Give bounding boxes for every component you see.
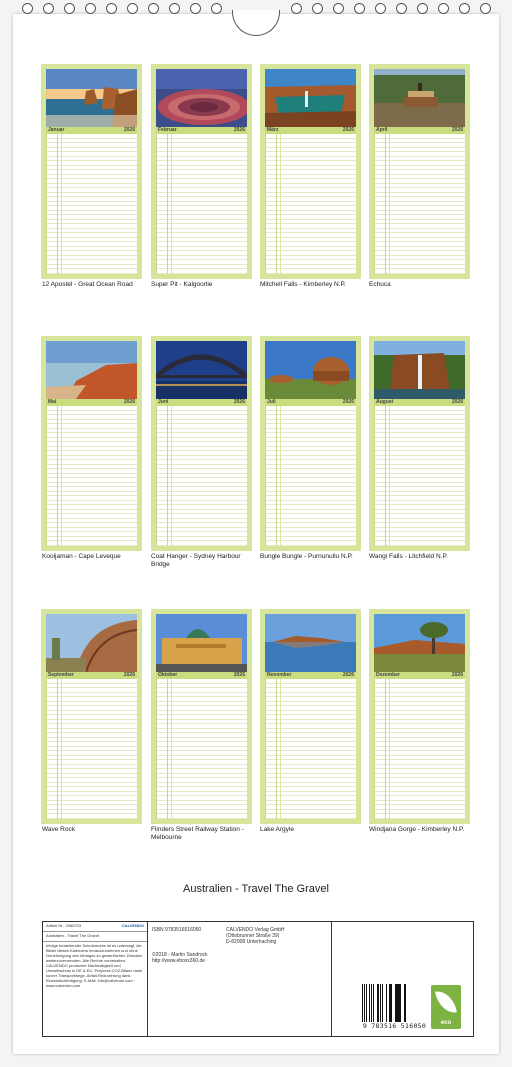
binding-ring: [64, 3, 75, 14]
month-header: [265, 672, 356, 679]
month-card-november: [260, 609, 361, 824]
photo-caption: Bungle Bungle - Purnunullu N.P.: [260, 553, 353, 560]
month-photo: [374, 614, 465, 672]
calvendo-logo: CALVENDO: [121, 923, 144, 928]
binding-ring: [354, 3, 365, 14]
month-card-juli: [260, 336, 361, 551]
photo-caption: Super Pit - Kalgoorlie: [151, 281, 213, 288]
barcode-number: 9 783516 516050: [362, 1022, 427, 1030]
binding-ring: [396, 3, 407, 14]
binding-ring: [480, 3, 491, 14]
month-photo: [374, 69, 465, 127]
month-card-oktober: [151, 609, 252, 824]
month-year: 2026: [123, 672, 135, 678]
month-year: 2026: [233, 399, 245, 405]
binding-ring: [43, 3, 54, 14]
month-header: [374, 399, 465, 406]
binding-ring: [333, 3, 344, 14]
publisher-street: (Ottobrunner Straße 39): [226, 933, 280, 939]
day-grid: [46, 134, 137, 274]
barcode-bar: [406, 984, 407, 1022]
month-name: Juli: [267, 399, 276, 405]
leaf-icon: [435, 989, 457, 1016]
month-header: [156, 127, 247, 134]
day-grid: [374, 134, 465, 274]
day-grid: [265, 134, 356, 274]
month-photo: [265, 69, 356, 127]
month-year: 2026: [123, 399, 135, 405]
month-name: Februar: [158, 127, 177, 133]
month-year: 2026: [123, 127, 135, 133]
month-name: Oktober: [158, 672, 178, 678]
day-grid: [156, 134, 247, 274]
eco-badge: [431, 985, 461, 1029]
month-year: 2026: [233, 127, 245, 133]
photo-caption: 12 Apostel - Great Ocean Road: [42, 281, 133, 288]
month-year: 2026: [342, 672, 354, 678]
month-header: [46, 672, 137, 679]
publisher-city: D-82008 Unterhaching: [226, 939, 277, 945]
photo-caption: Echuca: [369, 281, 391, 288]
binding-ring: [169, 3, 180, 14]
binding-ring: [190, 3, 201, 14]
month-photo: [156, 341, 247, 399]
month-card-april: [369, 64, 470, 279]
barcode-bars: [362, 984, 427, 1022]
month-card-februar: [151, 64, 252, 279]
binding-ring: [127, 3, 138, 14]
article-number: Artikel Nr.: 2086703: [46, 923, 82, 928]
day-grid: [156, 679, 247, 819]
photo-caption: Coat Hanger - Sydney Harbour Bridge: [151, 553, 241, 568]
month-name: August: [376, 399, 394, 405]
day-grid: [374, 406, 465, 546]
month-header: [156, 399, 247, 406]
month-header: [374, 672, 465, 679]
photo-caption: Windjana Gorge - Kimberley N.P.: [369, 826, 465, 833]
binding-ring: [459, 3, 470, 14]
month-year: 2026: [342, 399, 354, 405]
month-card-august: [369, 336, 470, 551]
month-photo: [46, 69, 137, 127]
month-name: Dezember: [376, 672, 400, 678]
month-card-mai: [41, 336, 142, 551]
day-grid: [265, 406, 356, 546]
month-card-maerz: [260, 64, 361, 279]
publisher-name: CALVENDO Verlag GmbH: [226, 927, 285, 933]
month-card-dezember: [369, 609, 470, 824]
day-grid: [374, 679, 465, 819]
author-url: http://www.eboxx360.de: [152, 958, 206, 964]
day-grid: [46, 406, 137, 546]
binding-ring: [375, 3, 386, 14]
binding-ring: [106, 3, 117, 14]
photo-caption: Mitchell Falls - Kimberley N.P.: [260, 281, 346, 288]
month-photo: [46, 341, 137, 399]
photo-caption: Flinders Street Railway Station - Melbourne: [151, 826, 244, 841]
month-photo: [374, 341, 465, 399]
barcode: [362, 984, 427, 1028]
month-header: [156, 672, 247, 679]
binding-ring: [211, 3, 222, 14]
month-name: November: [267, 672, 292, 678]
imprint-product: Australien - Travel The Gravel: [43, 932, 147, 942]
month-header: [46, 127, 137, 134]
calendar-title: Australien - Travel The Gravel: [183, 883, 329, 895]
month-card-juni: [151, 336, 252, 551]
month-name: Januar: [48, 127, 65, 133]
isbn: ISBN 9783516516050: [152, 927, 202, 933]
month-name: Mai: [48, 399, 57, 405]
imprint-middle: [148, 922, 331, 1036]
binding-ring: [22, 3, 33, 14]
month-name: Juni: [158, 399, 169, 405]
day-grid: [156, 406, 247, 546]
month-year: 2026: [451, 127, 463, 133]
imprint-right: [331, 922, 473, 1036]
month-header: [46, 399, 137, 406]
month-year: 2026: [451, 399, 463, 405]
month-photo: [156, 69, 247, 127]
month-name: September: [48, 672, 74, 678]
imprint-article: [43, 922, 147, 932]
day-grid: [46, 679, 137, 819]
month-header: [265, 127, 356, 134]
imprint-box: [42, 921, 474, 1037]
copyright: ©2018 - Martin Sandrock: [152, 952, 208, 958]
binding-ring: [85, 3, 96, 14]
month-header: [374, 127, 465, 134]
binding-ring: [438, 3, 449, 14]
month-header: [265, 399, 356, 406]
month-card-september: [41, 609, 142, 824]
day-grid: [265, 679, 356, 819]
imprint-legal: Infolge bestehender Schutzrechte ist es untersagt, die Bilder dieses Kalenders herauszunehmen und ohne Genehmigung des Verlages zu gewerblichen Zwecken weiterzuverwenden. Alle Rechte vorbehalten. CALVENDO produziert Nachhaltigkeit und Umweltschutz in DE & EU. Prepress-CO2-Bilanz dank kurzer Transportwege. Abfall-Reduzierung dank Einzelstückfertigung. E-Mail: info@calvendo.com · www.calvendo.com: [46, 943, 143, 988]
month-name: März: [267, 127, 279, 133]
binding-ring: [312, 3, 323, 14]
month-year: 2026: [342, 127, 354, 133]
binding-ring: [148, 3, 159, 14]
month-photo: [265, 614, 356, 672]
binding-ring: [291, 3, 302, 14]
imprint-left: [43, 922, 148, 1036]
month-year: 2026: [451, 672, 463, 678]
binding-ring: [417, 3, 428, 14]
eco-label: eco: [440, 1020, 452, 1026]
photo-caption: Wangi Falls - Litchfield N.P.: [369, 553, 448, 560]
photo-caption: Kooljaman - Cape Leveque: [42, 553, 121, 560]
photo-caption: Lake Argyle: [260, 826, 294, 833]
month-card-januar: [41, 64, 142, 279]
month-name: April: [376, 127, 388, 133]
month-photo: [265, 341, 356, 399]
photo-caption: Wave Rock: [42, 826, 75, 833]
month-photo: [46, 614, 137, 672]
month-photo: [156, 614, 247, 672]
month-year: 2026: [233, 672, 245, 678]
